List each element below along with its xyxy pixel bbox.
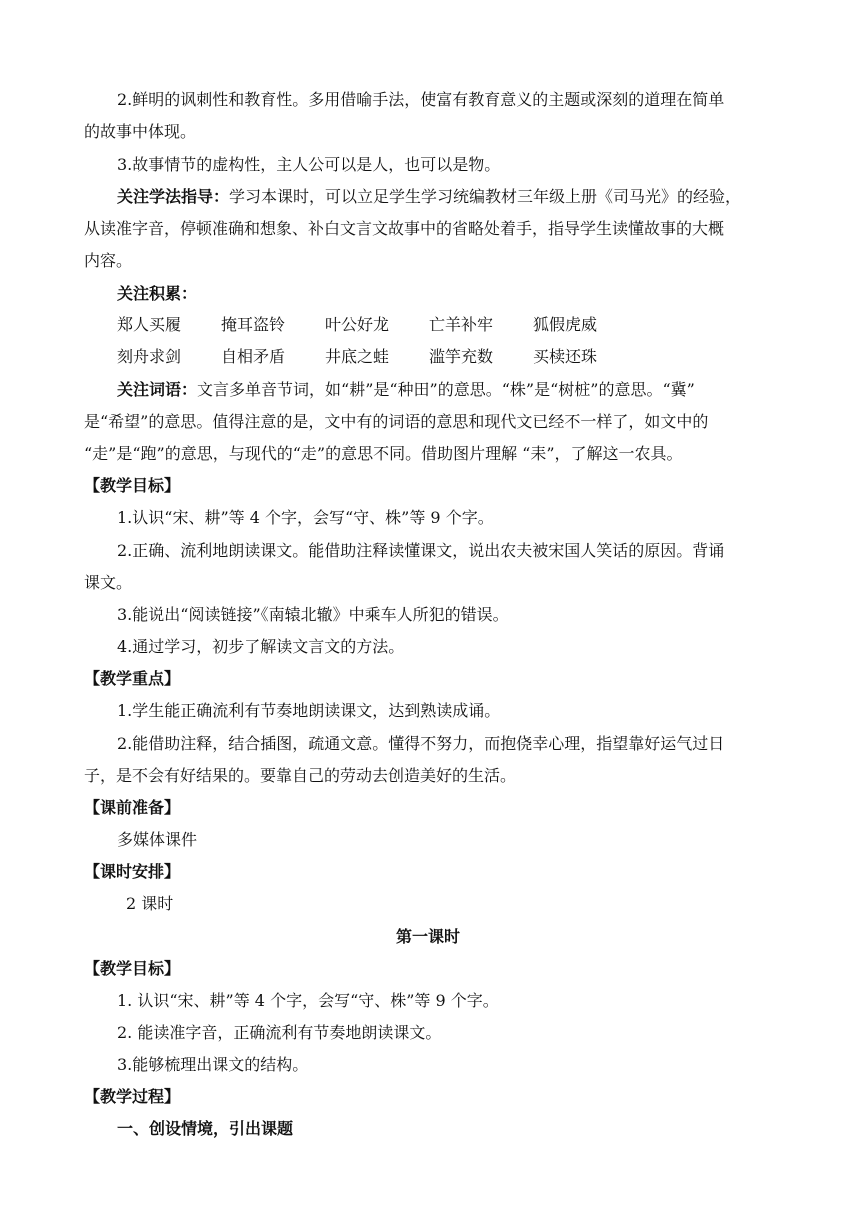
goal-item-3: 3.能说出“阅读链接”《南辕北辙》中乘车人所犯的错误。 (117, 605, 509, 624)
idiom: 滥竽充数 (429, 347, 494, 366)
idiom: 买椟还珠 (533, 347, 598, 366)
idiom: 郑人买履 (117, 315, 182, 334)
preparation-text: 多媒体课件 (117, 830, 198, 849)
vocabulary-label: 关注词语： (117, 380, 198, 399)
process-step-1: 一、创设情境，引出课题 (117, 1119, 294, 1138)
study-method-text: 学习本课时，可以立足学生学习统编教材三年级上册《司马光》的经验， (229, 187, 742, 206)
section-heading-process: 【教学过程】 (84, 1087, 181, 1106)
lesson-goal-2: 2. 能读准字音，正确流利有节奏地朗读课文。 (117, 1023, 442, 1042)
section-heading-lesson-goals: 【教学目标】 (84, 959, 181, 978)
study-method-line3: 内容。 (84, 251, 133, 270)
section-heading-schedule: 【课时安排】 (84, 862, 181, 881)
lesson-goal-1: 1. 认识“宋、耕”等 4 个字，会写“守、株”等 9 个字。 (117, 991, 499, 1010)
lesson-title: 第一课时 (396, 927, 461, 946)
idiom: 亡羊补牢 (429, 315, 494, 334)
section-heading-preparation: 【课前准备】 (84, 798, 181, 817)
idiom-row-2 (117, 346, 637, 368)
vocabulary-line3: “走”是“跑”的意思，与现代的“走”的意思不同。借助图片理解 “耒”，了解这一农具。 (84, 444, 683, 463)
idiom: 叶公好龙 (325, 315, 390, 334)
goal-item-1: 1.认识“宋、耕”等 4 个字，会写“守、株”等 9 个字。 (117, 508, 494, 527)
lesson-goal-3: 3.能够梳理出课文的结构。 (117, 1055, 309, 1074)
idiom: 狐假虎威 (533, 315, 598, 334)
key-point-2-line1: 2.能借助注释，结合插图，疏通文意。懂得不努力，而抱侥幸心理，指望靠好运气过日 (117, 734, 725, 753)
feature-item-3: 3.故事情节的虚构性，主人公可以是人，也可以是物。 (117, 155, 501, 174)
goal-item-2-line2: 课文。 (84, 573, 133, 592)
section-heading-goals: 【教学目标】 (84, 476, 181, 495)
study-method-line1 (117, 186, 741, 208)
schedule-text: 2 课时 (126, 894, 174, 913)
feature-item-2-line2: 的故事中体现。 (84, 122, 197, 141)
study-method-label: 关注学法指导： (117, 187, 230, 206)
section-heading-key-points: 【教学重点】 (84, 669, 181, 688)
idiom: 井底之蛙 (325, 347, 390, 366)
study-method-line2: 从读准字音，停顿准确和想象、补白文言文故事中的省略处着手，指导学生读懂故事的大概 (84, 219, 725, 238)
idiom: 刻舟求剑 (117, 347, 182, 366)
idiom: 自相矛盾 (221, 347, 286, 366)
key-point-2-line2: 子，是不会有好结果的。要靠自己的劳动去创造美好的生活。 (84, 766, 517, 785)
vocabulary-line1 (117, 379, 695, 401)
idiom-row-1 (117, 314, 637, 336)
feature-item-2-line1: 2.鲜明的讽刺性和教育性。多用借喻手法，使富有教育意义的主题或深刻的道理在简单 (117, 90, 725, 109)
accumulation-label: 关注积累： (117, 284, 198, 303)
vocabulary-line2: 是“希望”的意思。值得注意的是，文中有的词语的意思和现代文已经不一样了，如文中的 (84, 412, 709, 431)
goal-item-4: 4.通过学习，初步了解读文言文的方法。 (117, 637, 405, 656)
vocabulary-text: 文言多单音节词，如“耕”是“种田”的意思。“株”是“树桩”的意思。“冀” (197, 380, 695, 399)
idiom: 掩耳盗铃 (221, 315, 286, 334)
key-point-1: 1.学生能正确流利有节奏地朗读课文，达到熟读成诵。 (117, 701, 501, 720)
goal-item-2-line1: 2.正确、流利地朗读课文。能借助注释读懂课文，说出农夫被宋国人笑话的原因。背诵 (117, 541, 725, 560)
